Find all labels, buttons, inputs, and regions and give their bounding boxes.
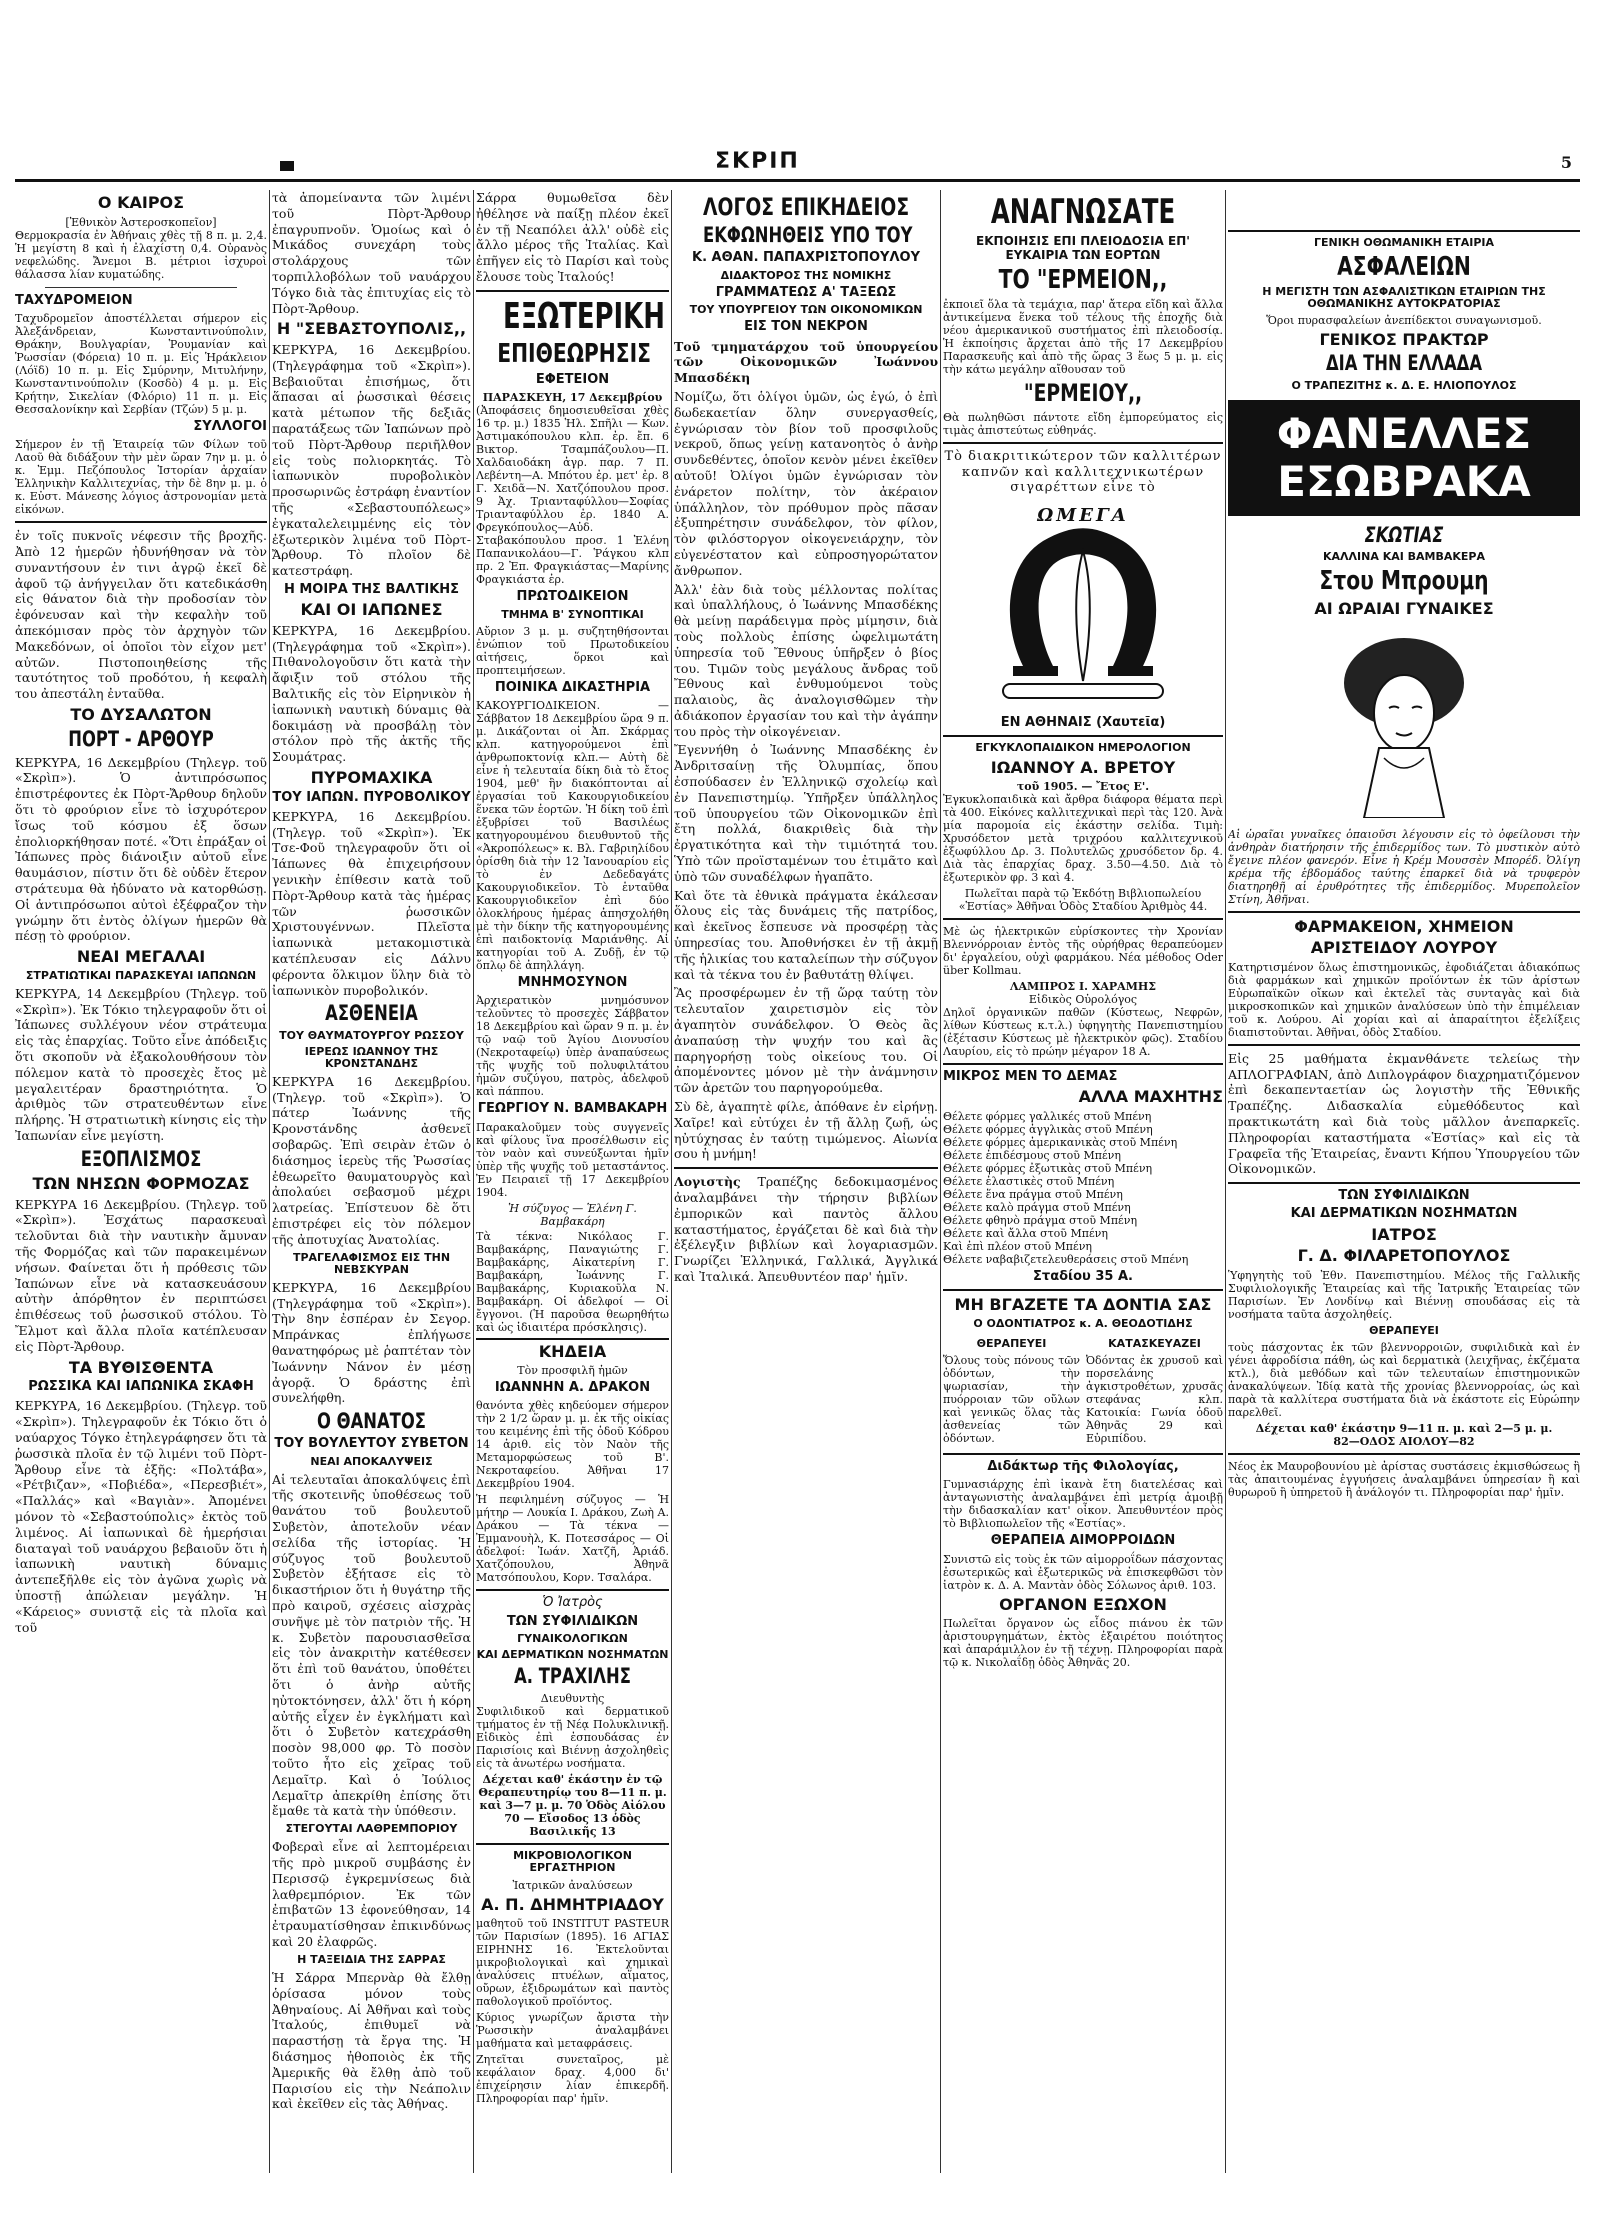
ermeion-footer: Θὰ πωληθῶσι πάντοτε εἴδη ἐμπορεύματος εἰς τιμὰς ἀπιστεύτως εὐθηνάς. (943, 410, 1223, 437)
doctor-text: Συφιλιδικοῦ καὶ δερματικοῦ τμήματος ἐν τῇ Νέᾳ Πολυκλινικῇ. Εἰδικὸς ἐπὶ ἐσπουδάσας ἐν Παρισίοις καὶ Βιέννῃ ἀσχοληθεὶς εἰς τὰ ἀνωτέρω νοσήματα. (476, 1705, 669, 1771)
doctor2-text: Ὑφηγητὴς τοῦ Ἐθν. Πανεπιστημίου. Μέλος τῆς Γαλλικῆς Συφιλιολογικῆς Ἑταιρείας καὶ τῆς Ἰατρικῆς Ἑταιρείας τῶν Παρισίων. Ἐν Λονδίνῳ καὶ Βιέννῃ σπουδάσας εἰς τὰ νοσήματα ταῦτα ἀσχοληθείς. (1228, 1268, 1580, 1321)
mnimosynon-text2: Παρακαλοῦμεν τοὺς συγγενεῖς καὶ φίλους ἵνα προσέλθωσιν εἰς τὸν ναὸν καὶ συνεύξωνται ἡμῖν ὑπὲρ τῆς ψυχῆς τοῦ μεταστάντος. Ἐν Πειραιεῖ τῇ 17 Δεκεμβρίου 1904. (476, 1120, 669, 1199)
formozas-text: ΚΕΡΚΥΡΑ 16 Δεκεμβρίου. (Τηλεγρ. τοῦ «Σκρὶπ»). Ἐσχάτως παρασκευαὶ τελοῦνται διὰ τὴν ναυτικὴν ἄμυναν τῆς Φορμόζας καὶ τῶν παρακειμένων νήσων. Φαίνεται ὅτι ἡ πρόθεσις τῶν Ἰαπώνων εἶνε νὰ κατασκευάσουν αὐτὴν ἀπόρθητον ἐν περιπτώσει ἐπιθέσεως τοῦ ῥωσσικοῦ στόλου. Τὸ Ἔλμοτ καὶ ἄλλα πλοῖα κατέπλευσαν εἰς Πὸρτ-Ἄρθουρ. (15, 1196, 267, 1354)
headline-efeteion: ΕΦΕΤΕΙΟΝ (535, 371, 610, 387)
divider (943, 918, 1223, 920)
divider (1228, 1044, 1580, 1046)
imerologion-name: ΙΩΑΝΝΟΥ Α. ΒΡΕΤΟΥ (990, 757, 1176, 777)
divider (1228, 911, 1580, 913)
protodikeion-text: Αὔριον 3 μ. μ. συζητηθήσονται ἐνώπιον τοῦ Πρωτοδικείου αἰτήσεις, ὅρκοι καὶ προπτειμήσεων. (476, 624, 669, 677)
kairos-text: Θερμοκρασία ἐν Ἀθήναις χθὲς τῇ 8 π. μ. 2,4. Ἡ μεγίστη 8 καὶ ἡ ἐλαχίστη 0,4. Οὐρανὸς νεφελώδης. Ἄνεμοι Β. μέτριοι ἰσχυροὶ θάλασσα λίαν κυματώδης. (15, 228, 267, 281)
therapevei-text: τοὺς πάσχοντας ἐκ τῶν βλεννορροιῶν, συφιλιδικὰ καὶ ἐν γένει ἀφροδίσια πάθη, ὡς καὶ δερματικὰ (λειχῆνας, ἐκζέματα κτλ.), διὰ μεθόδων καὶ τῶν τελευταίων ἐπιστημονικῶν ἀνακαλύψεων. Ἰδίᾳ κατὰ τῆς χρονίας βλεννορροίας, ὡς καὶ παρὰ τὰ καλλίτερα συστήματα διὰ νὰ ἑκάστοτε εἰς Εὐρώπην παρελθεῖ. (1228, 1341, 1580, 1420)
headline-therapevei: ΘΕΡΑΠΕΥΕΙ (1369, 1323, 1439, 1337)
article-continuation: τὰ ἀπομείναντα τῶν λιμένι τοῦ Πὸρτ-Ἄρθουρ ἐπαγρυπνοῦν. Ὁμοίως καὶ ὁ Μικάδος συνεχάρη τοὺς στολάρχους τῶν τορπιλλοβόλων τοῦ ναυάρχου Τόγκο διὰ τὰς ἐπιτυχίας εἰς τὸ Πὸρτ-Ἄρθουρ. (272, 190, 471, 316)
oraiai-text: Αἱ ὡραῖαι γυναῖκες ὁπαιοῦσι λέγουσιν εἰς τὸ ὀφείλουσι τὴν ἀνθηρὰν διατήρησιν τῆς ἐπιδερμίδος των. Τὸ μυστικὸν αὐτὸ ἔγεινε πλέον φανερόν. Εἶνε ἡ Κρέμ Μουσσὲν Μπορέδ. Ὀλίγη κρέμα τῆς ἑβδομάδος ταύτης ἐπαρκεῖ διὰ νὰ τρυφερὸν διατηρηθῇ αἱ ἐρυθρότητες τῆς ἐπιδερμίδος. Μυρεπολεῖον Στίνη, Ἀθῆναι. (1228, 827, 1580, 906)
doctor-role: Διευθυντὴς (540, 1692, 605, 1706)
kairos-source: [Ἐθνικὸν Ἀστεροσκοπεῖον] (65, 215, 217, 229)
list-item: Θέλετε φόρμες γαλλικές στοῦ Μπένη (943, 1110, 1152, 1124)
headline-syllogoi: ΣΥΛΛΟΓΟΙ (193, 418, 267, 434)
headline-author: Κ. ΑΘΑΝ. ΠΑΠΑΧΡΙΣΤΟΠΟΥΛΟΥ (692, 250, 920, 266)
headline-thanatos: Ο ΘΑΝΑΤΟΣ (317, 1409, 426, 1434)
headline-didaktoros: ΔΙΔΑΚΤΟΡΟΣ ΤΗΣ ΝΟΜΙΚΗΣ (720, 268, 892, 282)
woman-portrait-illustration (1324, 628, 1484, 818)
asfaleion-agent-line: ΔΙΑ ΤΗΝ ΕΛΛΑΔΑ (1325, 351, 1483, 376)
filologia-title: Διδάκτωρ τῆς Φιλολογίας, (987, 1459, 1179, 1475)
headline-sevastoupolis: Η "ΣΕΒΑΣΤΟΥΠΟΛΙΣ,, (276, 319, 467, 339)
headline-mikros: ΜΙΚΡΟΣ ΜΕΝ ΤΟ ΔΕΜΑΣ (943, 1069, 1118, 1085)
moira-text: ΚΕΡΚΥΡΑ, 16 Δεκεμβρίου. (Τηλεγράφημα τοῦ «Σκρὶπ»). Πιθανολογοῦσιν ὅτι κατὰ τὴν ἄφιξιν τοῦ στόλου τῆς Βαλτικῆς εἰς τὸν Εἰρηνικὸν ἡ ἰαπωνικὴ ναυτικὴ δύναμις θὰ δοκιμάσῃ νὰ προσβάλῃ τὸν στόλον πρὸ τῆς ἀκτῆς τῆς Σουμάτρας. (272, 622, 471, 765)
electric-text: Μὲ ὡς ἠλεκτρικῶν εὐρίσκοντες τὴν Χρονίαν Βλεννόρροιαν ἐντὸς τῆς οὐρήθρας θεραπεύομεν δι' ἐργαλείου, οὐχὶ φαρμάκου. Νέα μέθοδος Oder über Kollmau. (943, 925, 1223, 978)
taxydromeion-text: Ταχυδρομεῖον ἀποστέλλεται σήμερον εἰς Ἀλεξάνδρειαν, Κωνσταντινούπολιν, Θράκην, Βουλγαρίαν, Ῥουμανίαν καὶ Ῥωσσίαν (Φόρεια) 10 π. μ. Εἰς Ἡράκλειον (Λόϊδ) 10 π. μ. Εἰς Σμύρνην, Μιτυλήνην, Κωνσταντινούπολιν (Κοσδὸ) 4 μ. μ. Εἰς Κρήτην, Σικελίαν (Φλόριο) 11 π. μ. Εἰς Θεσσαλονίκην καὶ Σερβίαν (Τζών) 5 μ. μ. (15, 311, 267, 416)
efeteion-date: ΠΑΡΑΣΚΕΥΗ, 17 Δεκεμβρίου (482, 391, 663, 405)
headline-imerologion: ΕΓΚΥΚΛΟΠΑΙΔΙΚΟΝ ΗΜΕΡΟΛΟΓΙΟΝ (975, 741, 1191, 755)
headline-ekpoiisis: ΕΚΠΟΙΗΣΙΣ ΕΠΙ ΠΛΕΙΟΔΟΣΙΑ ΕΠ' ΕΥΚΑΙΡΙΑ ΤΩΝ ΕΟΡΤΩΝ (976, 234, 1190, 262)
odont-right-text: Ὀδόντας ἐκ χρυσοῦ καὶ πορσελάνης ἀγκιστροθέτων, χρυσᾶς στεφάνας κλπ. Κατοικία: Γωνία ὁδοῦ Ἀθηνᾶς 29 καὶ Εὐριπίδου. (1086, 1354, 1223, 1446)
taxeidia-text: Ἡ Σάρρα Μπερνὰρ θὰ ἔλθῃ ὁρίσασα μόνον τοὺς Ἀθηναίους. Αἱ Ἀθῆναι καὶ τοὺς Ἰταλούς, ἐπιθυμεῖ νὰ παραστήσῃ τὰ ἔργα της. Ἡ διάσημος ἠθοποιὸς ἐκ τῆς Ἀμερικῆς θὰ ἔλθῃ ἀπὸ τοῦ Παρισίου εἰς τὴν Νεάπολιν καὶ ἐκεῖθεν εἰς τὰς Ἀθήνας. (272, 1969, 471, 2112)
article-continuation: ἐν τοῖς πυκνοῖς νέφεσιν τῆς βροχῆς. Ἀπὸ 12 ἡμερῶν ἠδυνήθησαν νὰ τὸν συναντήσουν ἐν τινι ἀγρῷ ἐκεῖ δὲ ἀφοῦ τῷ ἀνήγγειλαν ὅτι κατεδικάσθη εἰς θάνατον διὰ τὴν προδοσίαν τὸν ἐφόνευσαν καὶ τὴν κεφαλὴν τοῦ ἀπεκόμισαν πρὸς τὸν ἀρχηγὸν τῶν Μακεδόνων, οἱ ὁποῖοι τὸν εἶχον μετ' αὐτῶν. Πιστοποιηθείσης τῆς ταυτότητος τοῦ προδότου, ἡ κεφαλὴ του ἀπεστάλη ἐνταῦθα. (15, 528, 267, 702)
tragelafismos-text: ΚΕΡΚΥΡΑ, 16 Δεκεμβρίου (Τηλεγράφημα τοῦ «Σκρὶπ»). Τὴν 8ην ἐσπέραν ἐν Σεγορ. Μπράνκας ἐπλήγωσε θανατηφόρως μὲ ῥαπτέταν τὸν Ἰωάννην Νάνον ἐν μέσῃ ἀγορᾷ. Ὁ δράστης ἐπὶ συνελήφθη. (272, 1279, 471, 1406)
headline-derm2: ΚΑΙ ΔΕΡΜΑΤΙΚΩΝ ΝΟΣΗΜΑΤΩΝ (1290, 1206, 1518, 1222)
headline-ermeiou: "ΕΡΜΕΙΟΥ,, (1023, 379, 1143, 408)
doctor-hours: Δέχεται καθ' ἑκάστην ἐν τῷ Θεραπευτηρίῳ του 8—11 π. μ. καὶ 3—7 μ. μ. 70 Ὁδὸς Αἰόλου 70 — Εἴσοδος 13 ὁδὸς Βασιλικῆς 13 (478, 1773, 667, 1839)
kideia-name: ΙΩΑΝΝΗΝ Α. ΔΡΑΚΟΝ (494, 1380, 651, 1396)
column-rule (473, 190, 474, 2173)
logos-intro: Τοῦ τμηματάρχου τοῦ ὑπουργείου τῶν Οἰκονομικῶν Ἰωάννου Μπασδέκη (674, 338, 938, 386)
divider (943, 1289, 1223, 1291)
odont-left (943, 1334, 1080, 1448)
filologia-text: Γυμνασιάρχης ἐπὶ ἱκανὰ ἔτη διατελέσας καὶ ἀνταγωνιστὴς ἀναλαμβάνει ἐπὶ μετρίᾳ ἀμοιβῇ τὴν διδασκαλίαν κατ' οἶκον. Ἀπευθυντέον πρὸς τὸ Βιβλιοπωλεῖον τῆς «Ἑστίας». (943, 1478, 1223, 1531)
rossika-text: ΚΕΡΚΥΡΑ, 16 Δεκεμβρίου. (Τηλεγρ. τοῦ «Σκρὶπ»). Τηλεγραφοῦν ἐκ Τόκιο ὅτι ὁ ναύαρχος Τόγκο ἐτηλεγράφησεν ὅτι τὰ ῥωσσικὰ πλοῖα ἐν τῷ λιμένι τοῦ Πὸρτ-Ἄρθουρ εἶνε τὰ ἑξῆς: «Πολτάβα», «Ρέτβιζαν», «Ποβιέδα», «Περεσβιέτ», «Παλλάς» καὶ «Βαγιὰν». Ἀπομένει μόνον τὸ «Σεβαστούπολις» ἐκτὸς τοῦ λιμένος. Αἱ ἰαπωνικαὶ δὲ ἡμερήσιαι διαταγαὶ τοῦ ναυάρχου βεβαιοῦν ὅτι ἡ ἰαπωνικὴ ναυτικὴ δύναμις ἀντεπεξῆλθε εἰς τὸν ἀγῶνα χωρὶς νὰ ὑποστῇ ἀπώλειαν μεγάλην. Ἡ «Κάρειος» συνιστᾷ εἰς τὰ πλοῖα καὶ τοῦ (15, 1398, 267, 1635)
mnimosynon-wife: Ἡ σύζυγος — Ἑλένη Γ. Βαμβακάρη (508, 1201, 637, 1228)
mnimosynon-text: Ἀρχιερατικὸν μνημόσυνον τελοῦντες τὸ προσεχὲς Σάββατον 18 Δεκεμβρίου καὶ ὥραν 9 π. μ. ἐν τῷ ναῷ τοῦ Ἁγίου Διονυσίου (Νεκροταφείῳ) ὑπὲρ ἀναπαύσεως τῆς ψυχῆς τοῦ πολυφιλτάτου ἡμῶν συζύγου, πατρὸς, ἀδελφοῦ καὶ πάππου. (476, 994, 669, 1099)
imerologion-text: Ἐγκυκλοπαιδικὰ καὶ ἄρθρα διάφορα θέματα περὶ τὰ 400. Εἰκόνες καλλιτεχνικαὶ περὶ τὰς 120. Ἀνὰ μία παρομοία εἰς ἑκάστην σελίδα. Τιμὴ: Χρυσόδετον μετὰ τριχρόου καλλιτεχνικοῦ ἐξωφύλλου Δρ. 3. Πολυτελῶς χρυσόδετον δρ. 4. Διὰ τὰς ἐπαρχίας δραχ. 3.50—4.50. Διὰ τὸ ἐξωτερικὸν φρ. 3 καὶ 4. (943, 793, 1223, 885)
mikros-list (943, 1110, 1223, 1266)
list-item: Θέλετε ἐλαστικὲς στοῦ Μπένη (943, 1175, 1115, 1189)
mnimosynon-name: ΓΕΩΡΓΙΟΥ Ν. ΒΑΜΒΑΚΑΡΗ (477, 1101, 668, 1117)
column-3 (476, 190, 669, 2183)
omega-logo-icon (983, 506, 1183, 706)
logistis-title: Λογιστὴς (674, 1174, 741, 1190)
headline-stratiotikai: ΣΤΡΑΤΙΩΤΙΚΑΙ ΠΑΡΑΣΚΕΥΑΙ ΙΑΠΩΝΩΝ (25, 968, 257, 982)
mikrovio-text: μαθητοῦ τοῦ INSTITUT PASTEUR τῶν Παρισίων (1895). 16 ΑΓΙΑΣ ΕΙΡΗΝΗΣ 16. Ἐκτελοῦνται μικροβιολογικαὶ καὶ χημικαὶ ἀναλύσεις πτυέλων, αἵματος, οὔρων, ἐξιδρωμάτων καὶ παντὸς παθολογικοῦ προϊόντος. (476, 1917, 669, 2009)
omega-emblem (983, 506, 1183, 706)
list-item: Θέλετε φόρμες ἀγγλικὰς στοῦ Μπένη (943, 1123, 1153, 1137)
omega-brand: ΩΜΕΓΑ (1037, 505, 1129, 527)
mikrovio-name: Α. Π. ΔΗΜΗΤΡΙΑΔΟΥ (481, 1894, 664, 1914)
column-rule (671, 190, 672, 2173)
column-5 (943, 190, 1223, 2183)
headline-kairos: Ο ΚΑΙΡΟΣ (97, 193, 185, 212)
headline-taxydromeion: ΤΑΧΥΔΡΟΜΕΙΟΝ (15, 292, 133, 308)
fanelles-banner (1228, 400, 1580, 517)
neos-text: Νέος ἐκ Μαυροβουνίου μὲ ἀρίστας συστάσεις ἐκμισθώσεως ἢ τὰς ἀπαιτουμένας ἐγγυήσεις ἀναλαμβάνει ὑπηρεσίαν ἢ καὶ θυρωροῦ ἢ ὑπηρετοῦ ἢ ἀνάλογόν τι. Πληροφορίαι παρ' ἡμῖν. (1228, 1460, 1580, 1500)
poiniki-text: ΚΑΚΟΥΡΓΙΟΔΙΚΕΙΟΝ. — Σάββατον 18 Δεκεμβρίου ὥρα 9 π. μ. Δικάζονται οἱ Ἀπ. Σκάρμας κλπ. κατηγορούμενοι ἐπὶ ἀνθρωποκτονίᾳ κλπ.— Αὐτὴ δὲ εἶνε ἡ τελευταία δίκη διὰ τὸ ἔτος 1904, μεθ' ἣν διακόπτονται αἱ ἐργασίαι τοῦ Κακουργιοδικείου ἕνεκα τῶν ἑορτῶν. Ἡ δίκη τοῦ ἐπὶ ἐξυβρίσει τοῦ Βασιλέως κατηγορουμένου διευθυντοῦ τῆς «Ἀκροπόλεως» κ. Βλ. Γαβριηλίδου ὁρίσθη διὰ τὴν 12 Ἰανουαρίου εἰς τὸ ἐν Δεδεδαγάτς Κακουργιοδικεῖον. Τὸ ἑνταῦθα Κακουργιοδικεῖον ἐπὶ δύο ὁλοκλήρους ἡμέρας ἀπησχολήθη μὲ τὴν δίκην τῆς κατηγορουμένης ἐπὶ παιδοκτονίᾳ Μαριάνθης. Αἱ κατηγορίαι τοῦ Α. Ζυδῇ, ἐν τῷ ὅπλῳ δὲ ἀπηλλάγη. (476, 698, 669, 972)
headline-stegotheis: ΣΤΕΓΟΥΤΑΙ ΛΑΘΡΕΜΠΟΡΙΟΥ (285, 1822, 458, 1836)
headline-pyrovolikou: ΤΟΥ ΙΑΠΩΝ. ΠΥΡΟΒΟΛΙΚΟΥ (272, 789, 471, 805)
headline-nekron: ΕΙΣ ΤΟΝ ΝΕΚΡΟΝ (744, 319, 868, 335)
headline-port-arthur: ΠΟΡΤ - ΑΡΘΟΥΡ (68, 726, 214, 751)
list-item: Θέλετε ἐπιδέσμους στοῦ Μπένη (943, 1149, 1121, 1163)
ermeion-text: ἐκποιεῖ ὅλα τὰ τεμάχια, παρ' ἄτερα εἴδη καὶ ἄλλα ἀντικείμενα ἕνεκα τοῦ τέλους τῆς ἐποχῆς διὰ νέου ἀμερικανικοῦ συστήματος ἐπὶ πλειοδοσίᾳ. Ἡ ἐκποίησις ἄρχεται ἀπὸ τῆς 17 Δεκεμβρίου Παρασκευῆς καὶ ἀπὸ τῆς ὥρας 3 ἕως 5 μ. μ. εἰς τὴν κάτω μεγάλην αἴθουσαν τοῦ (943, 298, 1223, 377)
column-2 (272, 190, 471, 2183)
headline-epitheorisis: ΕΠΙΘΕΩΡΗΣΙΣ (497, 339, 652, 370)
headline-syf2: ΤΩΝ ΣΥΦΙΛΙΔΙΚΩΝ (1338, 1188, 1470, 1204)
headline-lourou: ΑΡΙΣΤΕΙΔΟΥ ΛΟΥΡΟΥ (1310, 938, 1498, 958)
list-item: Θέλετε φόρμες ἐξωτικὰς στοῦ Μπένη (943, 1162, 1153, 1176)
mikrovio-sub: Ἰατρικῶν ἀναλύσεων (512, 1878, 633, 1892)
divider (943, 1063, 1223, 1065)
headline-rossika: ΡΩΣΣΙΚΑ ΚΑΙ ΙΑΠΩΝΙΚΑ ΣΚΑΦΗ (28, 1379, 254, 1395)
omega-footer: ΕΝ ΑΘΗΝΑΙΣ (Χαυτεῖα) (1000, 715, 1166, 731)
farmakeion-text: Κατηρτισμένον ὅλως ἐπιστημονικῶς, ἐφοδιάζεται ἀδιακόπως διὰ φαρμάκων καὶ χημικῶν προϊόντων ἐκ τῶν ἀρίστων Εὐρωπαϊκῶν οἴκων καὶ ἐκτελεῖ τὰς συνταγὰς καὶ διὰ μικροσκοπικῶν καὶ χημικῶν ἀναλύσεων ὑπὸ τὴν ἐπιμέλειαν τοῦ κ. Λούρου. Αἱ χορίαι καὶ αἱ ἀπαραίτητοι ἐξελίξεις διαπιστοῦνται. Ἀθῆναι, ὁδὸς Σταδίου. (1228, 960, 1580, 1039)
column-rule (269, 190, 270, 2173)
list-item: Καὶ ἐπὶ πλέον στοῦ Μπένη (943, 1240, 1092, 1254)
omega-intro: Τὸ διακριτικώτερον τῶν καλλιτέρων καπνῶν καὶ καλλιτεχνικωτέρων σιγαρέττων εἶνε τὸ (944, 448, 1222, 496)
divider (943, 1453, 1223, 1455)
headline-organon: ΟΡΓΑΝΟΝ ΕΞΩΧΟΝ (999, 1594, 1167, 1614)
list-item: Θέλετε φόρμες ἀμερικανικὰς στοῦ Μπένη (943, 1136, 1178, 1150)
therapevei-hours: Δέχεται καθ' ἑκάστην 9—11 π. μ. καὶ 2—5 μ. μ. (1255, 1422, 1553, 1436)
list-item: Θέλετε ναβαβιζετελευθεράσεις στοῦ Μπένη (943, 1253, 1189, 1267)
odont-left-text: Ὅλους τοὺς πόνους τῶν ὀδόντων, τὴν ψωριασίαν, τὴν πυόρροιαν τῶν οὔλων καὶ γενικῶς ὅλας τὰς ἀσθενείας τῶν ὀδόντων. (943, 1354, 1080, 1446)
divider (943, 735, 1223, 737)
headline-iapones: ΚΑΙ ΟΙ ΙΑΠΩΝΕΣ (300, 600, 443, 620)
list-item: Θέλετε ἕνα πράγμα στοῦ Μπένη (943, 1188, 1123, 1202)
doctor2-name: Γ. Δ. ΦΙΛΑΡΕΤΟΠΟΥΛΟΣ (1297, 1246, 1511, 1266)
divider (1228, 1182, 1580, 1184)
logos-text4: Καὶ ὅτε τὰ ἐθνικὰ πράγματα ἐκάλεσαν ὅλους εἰς τὰς δυνάμεις τῆς πατρίδος, καὶ ἐκεῖνος ἔσπευσε νὰ προσφέρῃ τὰς ὑπηρεσίας του. Ἀποθνήσκει ἐν τῇ ἀκμῇ τῆς ἡλικίας του καταλείπων τὴν σύζυγον καὶ τὰ τέκνα του ἐν βαθυτάτῃ θλίψει. (674, 887, 938, 982)
divider (943, 442, 1223, 444)
astheneia-text: ΚΕΡΚΥΡΑ 16 Δεκεμβρίου. (Τηλεγρ. τοῦ «Σκρὶπ»). Ὁ πάτερ Ἰωάννης τῆς Κρονστάνδης ἀσθενεῖ σοβαρῶς. Ἐπὶ σειρὰν ἐτῶν ὁ διάσημος ἱερεὺς τῆς Ῥωσσίας ἐθεωρεῖτο θαυματουργὸς καὶ ἀπολαύει σεβασμοῦ μέχρι λατρείας. Ἐπίστευον δὲ ὅτι ἐπιστρέφει εἰς τὸν πόλεμον τῆς ἀποτυχίας Ἀνατολίας. (272, 1073, 471, 1247)
headline-syveton: ΤΟΥ ΒΟΥΛΕΥΤΟΥ ΣΥΒΕΤΟΝ (274, 1436, 469, 1452)
asfaleion-agent: Ο ΤΡΑΠΕΖΙΤΗΣ κ. Δ. Ε. ΗΛΙΟΠΟΥΛΟΣ (1291, 378, 1517, 392)
headline-thavmatourgou: ΤΟΥ ΘΑΥΜΑΤΟΥΡΓΟΥ ΡΩΣΣΟΥ (279, 1028, 464, 1042)
odont-columns (943, 1334, 1223, 1448)
headline-oraiai: ΑΙ ΩΡΑΙΑΙ ΓΥΝΑΙΚΕΣ (1314, 599, 1494, 619)
logistis-text: Τραπέζης δεδοκιμασμένος ἀναλαμβάνει τὴν τήρησιν βιβλίων ἐμπορικῶν καὶ παντὸς ἄλλου καταστήματος, ἐργάζεται δὲ καὶ διὰ τὴν ἐξέλεγξιν βιβλίων καὶ λογαριασμῶν. Γνωρίζει Ἑλληνικά, Γαλλικά, Ἀγγλικά καὶ Ἰταλικά. Ἀπευθυντέον παρ' ἡμῖν. (674, 1174, 938, 1284)
headline-protodikeion: ΠΡΩΤΟΔΙΚΕΙΟΝ (516, 589, 629, 605)
headline-formozas: ΤΩΝ ΝΗΣΩΝ ΦΟΡΜΟΖΑΣ (32, 1173, 250, 1193)
asfaleion-text: Ὅροι πυρασφαλείων ἀνεπίδεκτοι συναγωνισμοῦ. (1266, 313, 1542, 327)
column-4 (674, 190, 938, 2183)
imerologion-shop: Πωλεῖται παρὰ τῷ Ἐκδότῃ Βιβλιοπωλείου «Ἑστίας» Ἀθῆναι Ὁδὸς Σταδίου Ἀριθμὸς 44. (958, 887, 1208, 914)
list-item: Θέλετε φθηνὸ πράγμα στοῦ Μπένη (943, 1214, 1138, 1228)
headline-kideia: ΚΗΔΕΙΑ (476, 1338, 669, 1361)
mikrovio-text2: Κύριος γνωρίζων ἄριστα τὴν Ῥωσσικὴν ἀναλαμβάνει μαθήματα καὶ μεταφράσεις. (476, 2011, 669, 2051)
divider (476, 1843, 669, 1845)
skotias-store: Στου Μπρουμη (1319, 566, 1489, 597)
imerologion-year: τοῦ 1905. — Ἔτος Ε'. (1016, 780, 1150, 794)
headline-aimorroidon: ΘΕΡΑΠΕΙΑ ΑΙΜΟΡΡΟΙΔΩΝ (990, 1533, 1176, 1549)
divider (476, 1589, 669, 1591)
stegotheis-text: Φοβεραὶ εἶνε αἱ λεπτομέρειαι τῆς πρὸ μικροῦ συμβάσης ἐν Περισσῷ ἐγκρεμνίσεως διὰ λαθρεμπόριον. Ἐκ τῶν ἐπιβατῶν 13 ἐφονεύθησαν, 14 ἐτραυματίσθησαν ἐπικινδύνως καὶ 20 ἐλαφρῶς. (272, 1839, 471, 1950)
mikros-address: Σταδίου 35 Α. (1033, 1269, 1133, 1285)
headline-moira: Η ΜΟΙΡΑ ΤΗΣ ΒΑΛΤΙΚΗΣ (283, 581, 460, 597)
headline-gynaikologikon: ΓΥΝΑΙΚΟΛΟΓΙΚΩΝ (517, 1632, 628, 1646)
headline-ekfonithis: ΕΚΦΩΝΗΘΕΙΣ ΥΠΟ ΤΟΥ (703, 223, 913, 248)
headline-logos: ΛΟΓΟΣ ΕΠΙΚΗΔΕΙΟΣ (703, 193, 910, 221)
column-6 (1228, 190, 1580, 2183)
headline-tragelafismos: ΤΡΑΓΕΛΑΦΙΣΜΟΣ ΕΙΣ ΤΗΝ ΝΕΒΣΚΥΡΑΝ (292, 1250, 451, 1276)
divider (674, 1167, 938, 1169)
divider (45, 287, 237, 288)
newspaper-name: ΣΚΡΙΠ (715, 149, 800, 174)
asfaleion-sub: Η ΜΕΓΙΣΤΗ ΤΩΝ ΑΣΦΑΛΙΣΤΙΚΩΝ ΕΤΑΙΡΙΩΝ ΤΗΣ ΟΘΩΜΑΝΙΚΗΣ ΑΥΤΟΚΡΑΤΟΡΙΑΣ (1262, 284, 1546, 310)
mikrovio-text3: Ζητεῖται συνεταῖρος, μὲ κεφάλαιον δραχ. 4,000 δι' ἐπιχείρησιν λίαν ἐπικερδῆ. Πληροφορίαι παρ' ἡμῖν. (476, 2053, 669, 2106)
mnimosynon-children: Τὰ τέκνα: Νικόλαος Γ. Βαμβακάρης, Παναγιώτης Γ. Βαμβακάρης, Αἰκατερίνη Γ. Βαμβακάρη, Ἰωάννης Γ. Βαμβακάρης, Κυριακοῦλα Ν. Βαμβακάρη. Οἱ ἀδελφοί — Οἱ ἔγγονοι. (Ἡ παροῦσα θεωρηθήτω καὶ ὡς ἰδιαιτέρα πρόσκλησις). (476, 1229, 669, 1334)
column-1 (15, 190, 267, 2183)
headline-iereos: ΙΕΡΕΩΣ ΙΩΑΝΝΟΥ ΤΗΣ ΚΡΟΝΣΤΑΝΔΗΣ (304, 1044, 439, 1070)
kideia-family: Ἡ πεφιλημένη σύζυγος — Ἡ μήτηρ — Λουκία Ι. Δράκου, Ζωὴ Α. Δράκου — Τὰ τέκνα — Ἐμμανουὴλ, Κ. Ποτεσσάρος — Οἱ ἀδελφοί: Ἰωάν. Χατζῆ, Ἀριάδ. Χατζόπουλου, Ἀθηνᾶ Ματσόπουλου, Κορν. Τσαλάρα. (476, 1493, 669, 1585)
stratiotikai-text: ΚΕΡΚΥΡΑ, 14 Δεκεμβρίου (Τηλεγρ. τοῦ «Σκρὶπ»). Ἐκ Τόκιο τηλεγραφοῦν ὅτι οἱ Ἰάπωνες συλλέγουν νέον στράτευμα εἰς τὰς ἐπαρχίας. Τοῦτο εἶνε ἀπόδειξις ὅτι σκοποῦν νὰ ἐξακολουθήσουν τὸν πόλεμον κατὰ τὸ προσεχὲς ἔτος μὲ μεγαλειτέραν δραστηριότητα. Ὁ ἀριθμὸς τῶν στρατευθέντων εἶνε πλήρης. Ἡ στρατιωτικὴ κίνησις εἰς τὴν Ἰαπωνίαν εἶνε μεγίστη. (15, 985, 267, 1144)
list-item: Θέλετε καὶ ἄλλα στοῦ Μπένη (943, 1227, 1108, 1241)
masthead (15, 149, 1580, 182)
headline-mnimosynon: ΜΝΗΜΟΣΥΝΟΝ (517, 974, 628, 990)
headline-syfilidikon: ΤΩΝ ΣΥΦΙΛΙΔΙΚΩΝ (506, 1613, 639, 1629)
article-continuation: Σάρρα θυμωθεῖσα δὲν ἠθέλησε νὰ παίξῃ πλέον ἐκεῖ ἐν τῇ Νεαπόλει ἀλλ' οὐδὲ εἰς ἄλλο μέρος τῆς Ἰταλίας. Καὶ ἐπῆγεν εἰς τὸ Παρίσι καὶ τοὺς ἔλουσε τοὺς Ἰταλούς! (476, 190, 669, 284)
odont-right (1086, 1334, 1223, 1448)
list-item: Θέλετε καλὸ πράγμα στοῦ Μπένη (943, 1201, 1131, 1215)
headline-exoplismos: ΕΞΟΠΛΙΣΜΟΣ (80, 1146, 202, 1171)
headline-poiniki: ΠΟΙΝΙΚΑ ΔΙΚΑΣΤΗΡΙΑ (494, 679, 651, 695)
odont-left-head: ΘΕΡΑΠΕΥΕΙ (976, 1337, 1047, 1350)
divider (476, 290, 669, 292)
headline-dysalotton: ΤΟ ΔΥΣΑΛΩΤΟΝ (70, 704, 212, 724)
headline-geniki: ΓΕΝΙΚΗ ΟΘΩΜΑΝΙΚΗ ΕΤΑΙΡΙΑ (1313, 236, 1495, 249)
headline-ypourgeiou: ΤΟΥ ΥΠΟΥΡΓΕΙΟΥ ΤΩΝ ΟΙΚΟΝΟΜΙΚΩΝ (689, 303, 923, 317)
charamis-text: Δηλοῖ ὀργανικῶν παθῶν (Κύστεως, Νεφρῶν, λίθων Κύστεως κ.τ.λ.) ὑφηγητὴς Πανεπιστημίου (ἐξέτασιν Κύστεως μὲ ἠλεκτρικὸν φῶς). Σταδίου Λαυρίου, εἰς τὸ πρώην μέγαρον 18 Α. (943, 1006, 1223, 1059)
asfaleion-agent-title: ΓΕΝΙΚΟΣ ΠΡΑΚΤΩΡ (1319, 329, 1489, 349)
doctor-name: Α. ΤΡΑΧΙΛΗΣ (514, 1664, 631, 1689)
headline-ermeion: ΤΟ "ΕΡΜΕΙΟΝ,, (998, 264, 1168, 295)
headline-anagnosate: ΑΝΑΓΝΩΣΑΤΕ (990, 192, 1176, 232)
charamis-name: ΛΑΜΠΡΟΣ Ι. ΧΑΡΑΜΗΣ (1009, 980, 1157, 994)
headline-farmakeion: ΦΑΡΜΑΚΕΙΟΝ, ΧΗΜΕΙΟΝ (1294, 916, 1514, 936)
syllogoi-text: Σήμερον ἐν τῇ Ἑταιρείᾳ τῶν Φίλων τοῦ Λαοῦ θὰ διδάξουν τὴν μὲν ὥραν 7ην μ. μ. ὁ κ. Ἐμμ. Πεζόπουλος Ἱστορίαν ἀρχαίαν Ἑλληνικὴν Καλλιτεχνίας, τὴν δὲ 8ην μ. μ. ὁ κ. Εὐστ. Μάνεσης λόγιος ἀστρονομίαν μετὰ εἰκόνων. (15, 438, 267, 517)
headline-iatros: Ὁ Ἰατρὸς (542, 1595, 603, 1611)
sevastoupolis-text: ΚΕΡΚΥΡΑ, 16 Δεκεμβρίου. (Τηλεγράφημα τοῦ «Σκρὶπ»). Βεβαιοῦται ἐπισήμως, ὅτι ἅπασαι αἱ ῥωσσικαὶ θέσεις κατὰ μέτωπον τῆς δεξιᾶς παρατάξεως τῶν Ἰαπώνων πρὸ τοῦ Πὸρτ-Ἄρθουρ περιῆλθον εἰς τοὺς πολιορκητάς. Τὸ ἰαπωνικὸν πυροβολικὸν προσωρινῶς ἐστράφη ἐναντίον τῆς «Σεβαστουπόλεως» ἐγκαταλελειμμένης εἰς τὸν ἐξωτερικὸν λιμένα τοῦ Πὸρτ-Ἄρθουρ. Τὸ πλοῖον δὲ κατεστράφη. (272, 341, 471, 579)
headline-grammateos: ΓΡΑΜΜΑΤΕΩΣ Α' ΤΑΞΕΩΣ (715, 284, 897, 300)
headline-mikrovio: ΜΙΚΡΟΒΙΟΛΟΓΙΚΟΝ ΕΡΓΑΣΤΗΡΙΟΝ (513, 1849, 632, 1875)
headline-asfaleion: ΑΣΦΑΛΕΙΩΝ (1337, 252, 1471, 283)
headline-exoteriki: ΕΞΩΤΕΡΙΚΗ (503, 295, 665, 337)
skotias-sub: ΚΑΛΛΙΝΑ ΚΑΙ ΒΑΜΒΑΚΕΡΑ (1322, 550, 1486, 564)
port-arthur-text: ΚΕΡΚΥΡΑ, 16 Δεκεμβρίου (Τηλεγρ. τοῦ «Σκρὶπ»). Ὁ ἀντιπρόσωπος ἐπιστρέφοντες ἐκ Πὸρτ-Ἄρθουρ δηλοῦν ὅτι τὸ φρούριον εἶνε τὸ ἰσχυρότερον ἴσως τοῦ κόσμου ἐξ ὅσων ἐπολιορκήθησαν ποτέ. «Ὅτι ἐπράξαν οἱ Ἰάπωνες πρὸς διάνοιξιν αὐτοῦ εἶνε θαυμάσιον, πίστιν ὅτι δὲ οὐδὲν ἕτερον στράτευμα θὰ ἠδύνατο νὰ κατορθώσῃ. Οἱ ἀντιπρόσωποι αὐτοὶ ἐξέφραζον τὴν γνώμην ὅτι ἐντὸς ὀλίγων ἡμερῶν θὰ πέσῃ τὸ φρούριον. (15, 754, 267, 944)
headline-fanelles: ΦΑΝΕΛΛΕΣ ΕΣΩΒΡΑΚΑ (1276, 408, 1532, 506)
aimorroidon-text: Συνιστῶ εἰς τοὺς ἐκ τῶν αἱμορροΐδων πάσχοντας ἐσωτερικῶς καὶ ἐξωτερικῶς νὰ ἐπισκεφθῶσι τὸν ἰατρὸν κ. Δ. Α. Μαντὰν ὁδὸς Σόλωνος ἀριθ. 103. (943, 1552, 1223, 1592)
therapevei-address: 82—ΟΔΟΣ ΑΙΟΛΟΥ—82 (1333, 1435, 1475, 1449)
headline-taxeidia: Η ΤΑΞΕΙΔΙΑ ΤΗΣ ΣΑΡΡΑΣ (297, 1952, 446, 1966)
headline-pyromachika: ΠΥΡΟΜΑΧΙΚΑ (310, 767, 433, 787)
efeteion-text: (Ἀποφάσεις δημοσιευθεῖσαι χθὲς 16 τρ. μ.) 1835 Ἡλ. Σπῆλι — Κων. Ἀστιμακόπουλου κλπ. ἐρ. ἔπ. 6 Βικτορ. Τσαμπάζουλου—Π. Χαλδαιοδάκη ἀγρ. παρ. 7 Π. Λεβέντη—Α. Μπότου ἐρ. μετ' ἐρ. 8 Γ. Χειδᾶ—Ν. Χατζόπουλου προσ. 9 Ἀχ. Τριανταφύλλου—Σοφίας Τριανταφύλλου ἐρ. 1840 Α. Φρεγκόπουλος—Αὐδ. Σταβακόπουλου προσ. 1 Ἑλένη Παπανικολάου—Γ. Ῥάγκου κλπ πρ. 2 Ἐπ. Φραγκιάστας—Μαρίνης Φραγκιάστα ἐρ. (476, 404, 669, 587)
logos-text3: Ἔγεννήθη ὁ Ἰωάννης Μπασδέκης ἐν Ἀνδριτσαίνῃ τῆς Ὀλυμπίας, ὅπου ἐσπούδασεν ἐν Ἑλληνικῷ σχολείῳ καὶ ἐν Πανεπιστημίῳ. Ὑπῆρξεν ὑπάλληλος τοῦ ὑπουργείου τῶν Οἰκονομικῶν ἐπὶ ἔτη πολλά, διακριθεὶς διὰ τὴν ἐργατικότητα καὶ τὴν τιμιότητά του. Ὑπὸ τῶν προϊσταμένων του ἐτιμᾶτο καὶ ὑπὸ τῶν συναδέλφων ἠγαπᾶτο. (674, 742, 938, 884)
headline-astheneia: ΑΣΘΕΝΕΙΑ (325, 1001, 418, 1026)
logos-text5: Ἂς προσφέρωμεν ἐν τῇ ὥρᾳ ταύτῃ τὸν τελευταῖον χαιρετισμὸν εἰς τὸν ἀγαπητὸν συνάδελφον. Ὁ Θεὸς ἂς ἀναπαύσῃ τὴν ψυχήν του καὶ ἂς παρηγορήσῃ τοὺς οἰκείους του. Οἱ ἀπομένοντες μόνον μὲ τὴν ἀνάμνησιν τῶν ἀρετῶν του παρηγορούμεθα. (674, 985, 938, 1096)
odont-right-head: ΚΑΤΑΣΚΕΥΑΖΕΙ (1108, 1337, 1201, 1350)
headline-alla: ΑΛΛΑ ΜΑΧΗΤΗΣ (1078, 1087, 1223, 1107)
logos-text2: Ἀλλ' ἐὰν διὰ τοὺς μέλλοντας πολίτας καὶ ὑπαλλήλους, ὁ Ἰωάννης Μπασδέκης θὰ μείνῃ παράδειγμα πρὸς μίμησιν, διὰ τοὺς πολλοὺς ἐπίσης ὠφελιμωτάτη ὑπηρεσία τοῦ Ἔθνους ὑπῆρξεν ὁ βίος του. Τιμῶν τοὺς μεγάλους ἄνδρας τοῦ Ἔθνους καὶ ἐνθυμούμενοι τοὺς παλαιοὺς, ἂς ἀναλογισθῶμεν τὴν ἀδιάκοπον ἐργασίαν του καὶ τὴν ἀγάπην του πρὸς τὴν οἰκογένειαν. (674, 581, 938, 739)
headline-tmima: ΤΜΗΜΑ Β' ΣΥΝΟΠΤΙΚΑΙ (501, 607, 644, 621)
headline-iatros2: ΙΑΤΡΟΣ (1371, 1224, 1437, 1244)
headline-odontiatros: Ο ΟΔΟΝΤΙΑΤΡΟΣ κ. Α. ΘΕΟΔΟΤΙΔΗΣ (973, 1316, 1193, 1330)
syveton-text: Αἱ τελευταῖαι ἀποκαλύψεις ἐπὶ τῆς σκοτεινῆς ὑποθέσεως τοῦ θανάτου τοῦ βουλευτοῦ Συβετὸν, ἀποτελοῦν νέαν σελίδα τῆς ἱστορίας. Ἡ σύζυγος τοῦ βουλευτοῦ Συβετὸν ἐξήτασε εἰς τὸ δικαστήριον ὅτι ἡ θυγάτηρ τῆς πρὸ καιροῦ, σχέσεις αἰσχρὰς συνῆψε μὲ τὸν πατριὸν τῆς. Ἡ κ. Συβετὸν παρουσιασθεῖσα εἰς τὸν ἀνακριτὴν κατέθεσεν ὅτι ἐπὶ τοῦ θανάτου, ὑποθέτει ὅτι ὁ ἀνὴρ αὐτῆς ηὐτοκτόνησεν, ἀλλ' ὅτι ἡ κόρη αὐτῆς εἶχεν ἐν ἐγκλήματι καὶ ὅτι ὁ Συβετὸν κατεχράσθη ποσὸν 98,000 φρ. Τὸ ποσὸν τοῦτο ἦτο εἰς χεῖρας τοῦ Λεμαῖτρ. Καὶ ὁ Ἰούλιος Λεμαῖτρ ἀπεκρίθη ἐπίσης ὅτι ἔμαθε τὰ κατὰ τὴν ὑπόθεσιν. (272, 1471, 471, 1819)
headline-neai-apokalypseis: ΝΕΑΙ ΑΠΟΚΑΛΥΨΕΙΣ (310, 1454, 433, 1468)
mathimata-text: Εἰς 25 μαθήματα ἐκμανθάνετε τελείως τὴν ΑΠΛΟΓΡΑΦΙΑΝ, ἀπὸ Διπλογράφον διαχρηματιζόμενον ἐπὶ δεκαπενταετίαν ὡς λογιστὴν τῆς Ἐθνικῆς Τραπέζης. Διδασκαλία εὐμεθόδευτος καὶ πρακτικωτάτη καὶ διὰ τοὺς μᾶλλον ἀνεπαρκεῖς. Πληροφορίαι καταστήματα «Ἑστίας» καὶ εἰς τὰ Γραφεῖα τῆς Ἐταιρείας, ἔναντι Κήπου Ὑπουργείου τῶν Οἰκονομικῶν. (1228, 1050, 1580, 1177)
headline-neai: ΝΕΑΙ ΜΕΓΑΛΑΙ (76, 947, 206, 967)
masthead-ornament (280, 161, 294, 171)
headline-vgazete: ΜΗ ΒΓΑΖΕΤΕ ΤΑ ΔΟΝΤΙΑ ΣΑΣ (954, 1295, 1212, 1315)
divider (1228, 230, 1580, 232)
charamis-role: Εἰδικὸς Οὐρολόγος (1028, 993, 1138, 1007)
portrait-icon (1324, 628, 1484, 818)
column-rule (1225, 190, 1226, 2173)
headline-skotias: ΣΚΩΤΙΑΣ (1364, 523, 1444, 548)
page-number: 5 (1560, 153, 1572, 172)
divider (1228, 1453, 1580, 1455)
logos-text1: Νομίζω, ὅτι ὁλίγοι ὑμῶν, ὡς ἐγώ, ὁ ἐπὶ δωδεκαετίαν ὅλην συνεργασθείς, ἐγνώρισαν τὸν βίον τοῦ προσφιλοῦς νεκροῦ, ὅπως γείνῃ κατανοητὸς ὁ ἀνὴρ συνδεθέντες, ὁποῖον κενὸν μένει ἐκεῖθεν αὐτοῦ! Ὀλίγοι ὑμῶν ἐγνώρισαν τὸν ἐνάρετον πολίτην, τὸν ἀκέραιον ὑπάλληλον, τὸν πρόθυμον πρὸς πᾶσαν ἐξυπηρέτησιν συνάδελφον, τὸν φίλον, τὸν φιλόστοργον οἰκογενειάρχην, τὸν εὐγενέστατον καὶ εὐπροσηγορώτατον ἄνθρωπον. (674, 388, 938, 578)
pyromachika-text: ΚΕΡΚΥΡΑ, 16 Δεκεμβρίου. (Τηλεγρ. τοῦ «Σκρὶπ»). Ἐκ Τσε-Φοῦ τηλεγραφοῦν ὅτι οἱ Ἰάπωνες θὰ ἐπιχειρήσουν γενικὴν ἐπίθεσιν κατὰ τοῦ Πὸρτ-Ἄρθουρ κατὰ τὰς ἡμέρας τῶν ῥωσσικῶν Χριστουγέννων. Πλεῖστα ἰαπωνικὰ μετακομιστικὰ κατέπλευσαν εἰς Δάλνυ φέροντα ὅλκιμον ὕλην διὰ τὸ ἰαπωνικὸν πυροβολικόν. (272, 808, 471, 998)
kideia-intro: Τὸν προσφιλῆ ἡμῶν (517, 1364, 628, 1378)
divider (15, 521, 267, 523)
column-rule (940, 190, 941, 2173)
organon-text: Πωλεῖται ὄργανον ὡς εἶδος πιάνου ἐκ τῶν ἀριστουργημάτων, ἐκτὸς ἐξαιρέτου ποιότητος καὶ ἀπαράμιλλον ἐν τῇ τέχνῃ. Πληροφορίαι παρὰ τῷ κ. Νικολαΐδῃ ὁδὸς Ἀθηνᾶς 20. (943, 1617, 1223, 1670)
logos-text6: Σὺ δὲ, ἀγαπητὲ φίλε, ἀπόθανε ἐν εἰρήνῃ. Χαῖρε! καὶ εὐτύχει ἐν τῇ ἄλλῃ ζωῇ, ὡς ηὐτύχησας ἐν ταύτῃ τιμώμενος. Αἰωνία σου ἡ μνήμη! (674, 1099, 938, 1162)
headline-dermatikon: ΚΑΙ ΔΕΡΜΑΤΙΚΩΝ ΝΟΣΗΜΑΤΩΝ (476, 1648, 669, 1662)
kideia-text: θανόντα χθὲς κηδεύομεν σήμερον τὴν 2 1/2 ὥραν μ. μ. ἐκ τῆς οἰκίας του κειμένης ἐπὶ τῆς ὁδοῦ Κόδρου 14 ἀριθ. εἰς τὸν Ναὸν τῆς Μεταμορφώσεως τοῦ Β'. Νεκροταφείου. Ἀθῆναι 17 Δεκεμβρίου 1904. (476, 1399, 669, 1491)
headline-vythisthenta: ΤΑ ΒΥΘΙΣΘΕΝΤΑ (68, 1357, 214, 1377)
